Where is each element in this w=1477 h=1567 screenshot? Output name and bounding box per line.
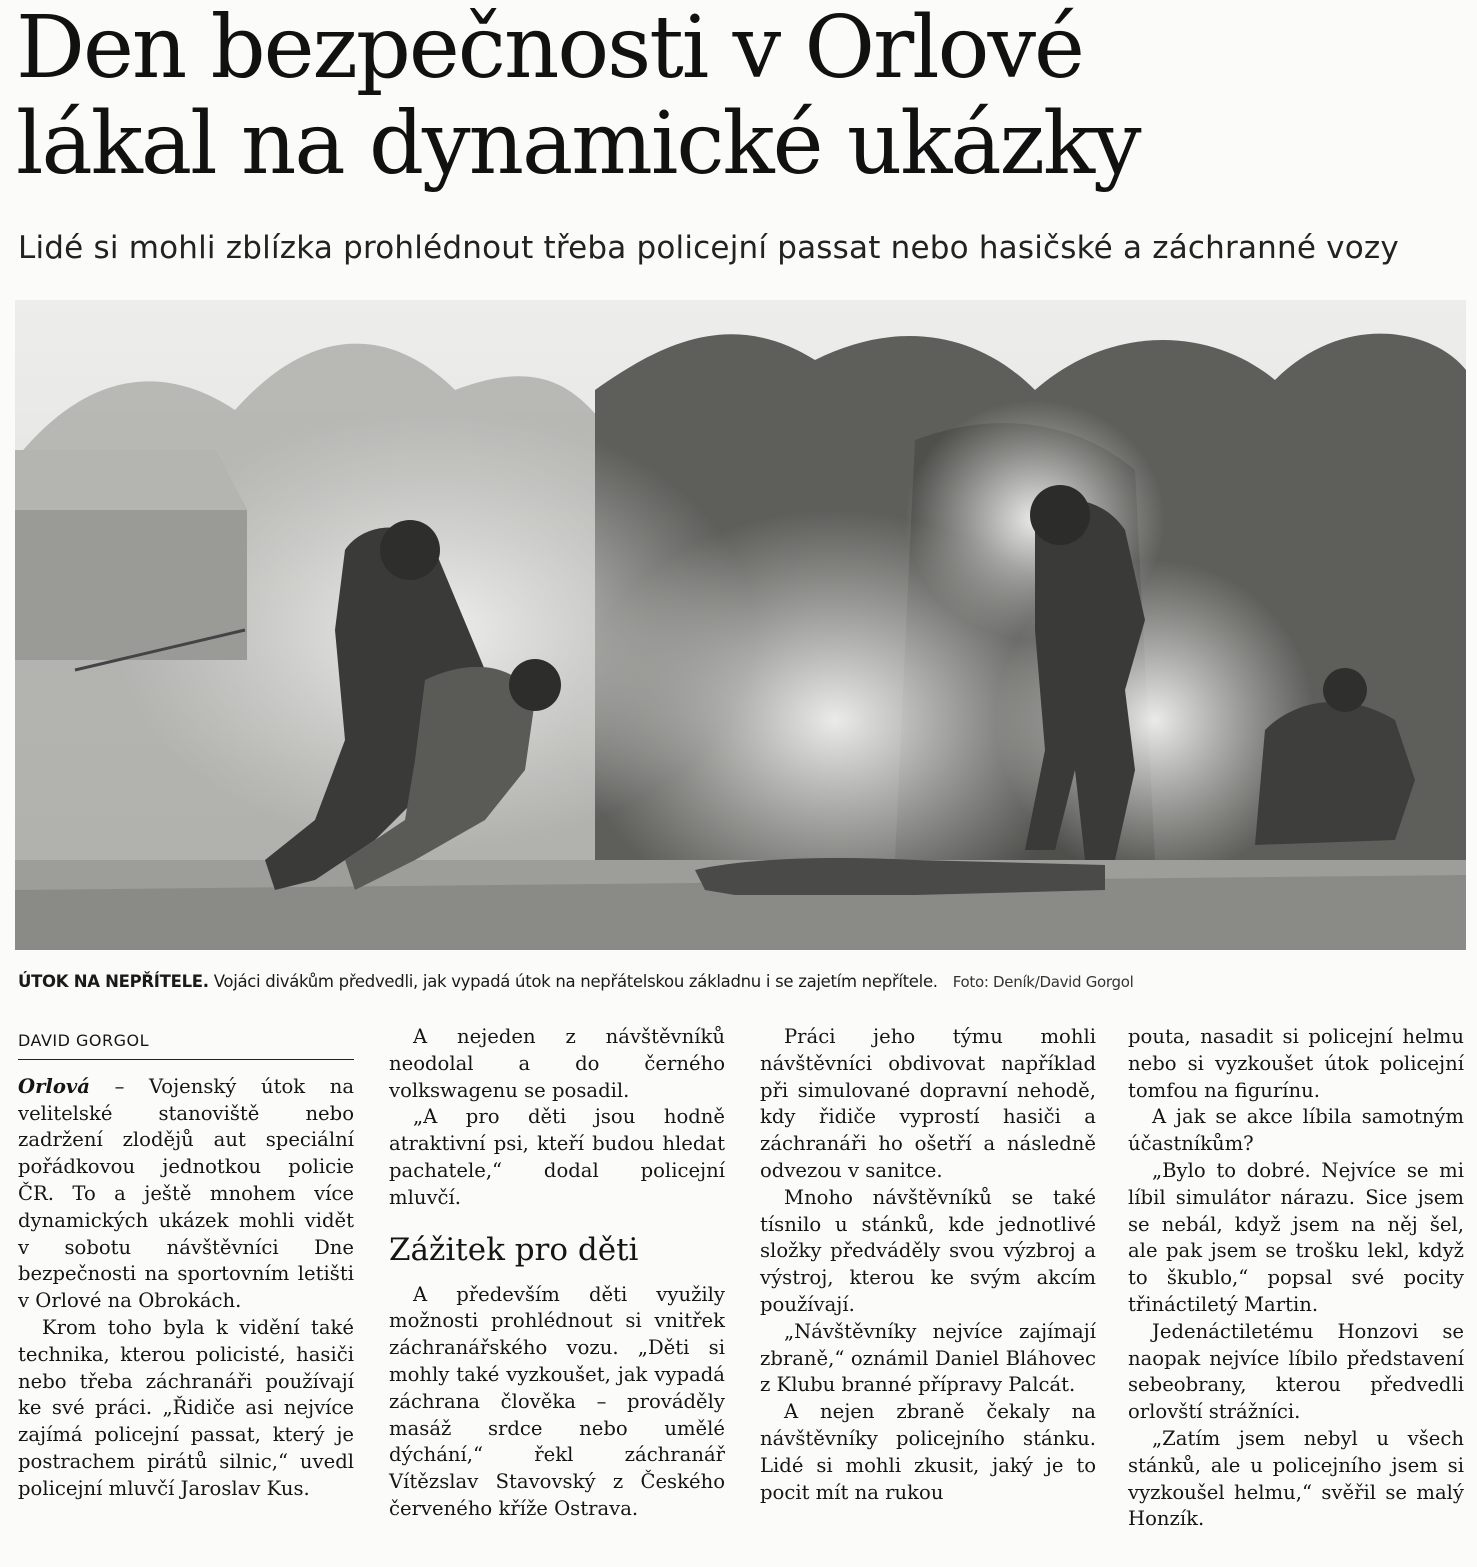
column-2 — [389, 1024, 725, 1523]
paragraph: „Zatím jsem nebyl u všech stánků, ale u policejního jsem si vyzkoušel helmu,“ svěřil se malý Honzík. — [1128, 1426, 1464, 1531]
column-1 — [18, 1028, 354, 1503]
paragraph: Mnoho návštěvníků se také tísnilo u stánků, kde jednotlivé složky předváděly svou výzbroj a výstroj, kterou ke svým akcím používají. — [760, 1185, 1096, 1316]
paragraph: Orlová – Vojenský útok na velitelské stanoviště nebo zadržení zlodějů aut speciální pořádkovou jednotkou policie ČR. To a ještě mnohem více dynamických ukázek mohli vidět v sobotu návštěvníci Dne bezpečnosti na sportovním letišti v Orlové na Obrokách. — [18, 1074, 354, 1313]
caption-title: ÚTOK NA NEPŘÍTELE. — [18, 972, 209, 991]
paragraph: „Bylo to dobré. Nejvíce se mi líbil simulátor nárazu. Sice jsem se nebál, když jsem na něj šel, ale pak jsem se trošku lekl, když to škublo,“ popsal své pocity třináctiletý Martin. — [1128, 1158, 1464, 1316]
subheadline: Lidé si mohli zblízka prohlédnout třeba policejní passat nebo hasičské a záchranné vozy — [18, 230, 1399, 266]
headline-line-2: lákal na dynamické ukázky — [16, 94, 1140, 194]
paragraph: Práci jeho týmu mohli návštěvníci obdivovat například při simulované dopravní nehodě, kdy řidiče vyprostí hasiči a záchranáři ho ošetří a následně odvezou v sanitce. — [760, 1025, 1096, 1182]
headline — [16, 0, 1456, 192]
paragraph: „A pro děti jsou hodně atraktivní psi, kteří budou hledat pachatele,“ dodal policejní mluvčí. — [389, 1105, 725, 1209]
headline-line-1: Den bezpečnosti v Orlové — [16, 0, 1083, 98]
paragraph: Krom toho byla k vidění také technika, kterou policisté, hasiči nebo třeba záchranáři používají ke své práci. „Řidiče asi nejvíce zajímá policejní passat, který je postrachem pirátů silnic,“ uvedl policejní mluvčí Jaroslav Kus. — [18, 1315, 354, 1500]
paragraph: „Návštěvníky nejvíce zajímají zbraně,“ oznámil Daniel Bláhovec z Klubu branné přípravy Palcát. — [760, 1319, 1096, 1397]
paragraph: A nejeden z návštěvníků neodolal a do černého volkswagenu se posadil. — [389, 1025, 725, 1102]
article-photo — [15, 300, 1466, 950]
photo-soldiers-smoke — [15, 300, 1466, 950]
section-heading: Zážitek pro děti — [389, 1231, 639, 1268]
dateline-place: Orlová — [18, 1074, 90, 1098]
column-3 — [760, 1024, 1096, 1506]
byline: DAVID GORGOL — [18, 1028, 354, 1060]
paragraph: pouta, nasadit si policejní helmu nebo si vyzkoušet útok policejní tomfou na figurínu. — [1128, 1025, 1464, 1102]
paragraph: A nejen zbraně čekaly na návštěvníky policejního stánku. Lidé si mohli zkusit, jaký je to pocit mít na rukou — [760, 1400, 1096, 1504]
caption-text: Vojáci divákům předvedli, jak vypadá útok na nepřátelskou základnu i se zajetím nepřítele. — [213, 972, 938, 991]
photo-caption — [18, 972, 1458, 991]
paragraph: A jak se akce líbila samotným účastníkům? — [1128, 1105, 1464, 1156]
paragraph: A především děti využily možnosti prohlédnout si vnitřek záchranářského vozu. „Děti si mohly také vyzkoušet, jak vypadá záchrana člověka – prováděly masáž srdce nebo umělé dýchání,“ řekl záchranář Vítězslav Stavovský z Českého červeného kříže Ostrava. — [389, 1282, 725, 1520]
photo-credit: Foto: Deník/David Gorgol — [952, 973, 1134, 991]
column-4 — [1128, 1024, 1464, 1533]
paragraph: Jedenáctiletému Honzovi se naopak nejvíce líbilo představení sebeobrany, kterou předvedli orlovští strážníci. — [1128, 1319, 1464, 1424]
